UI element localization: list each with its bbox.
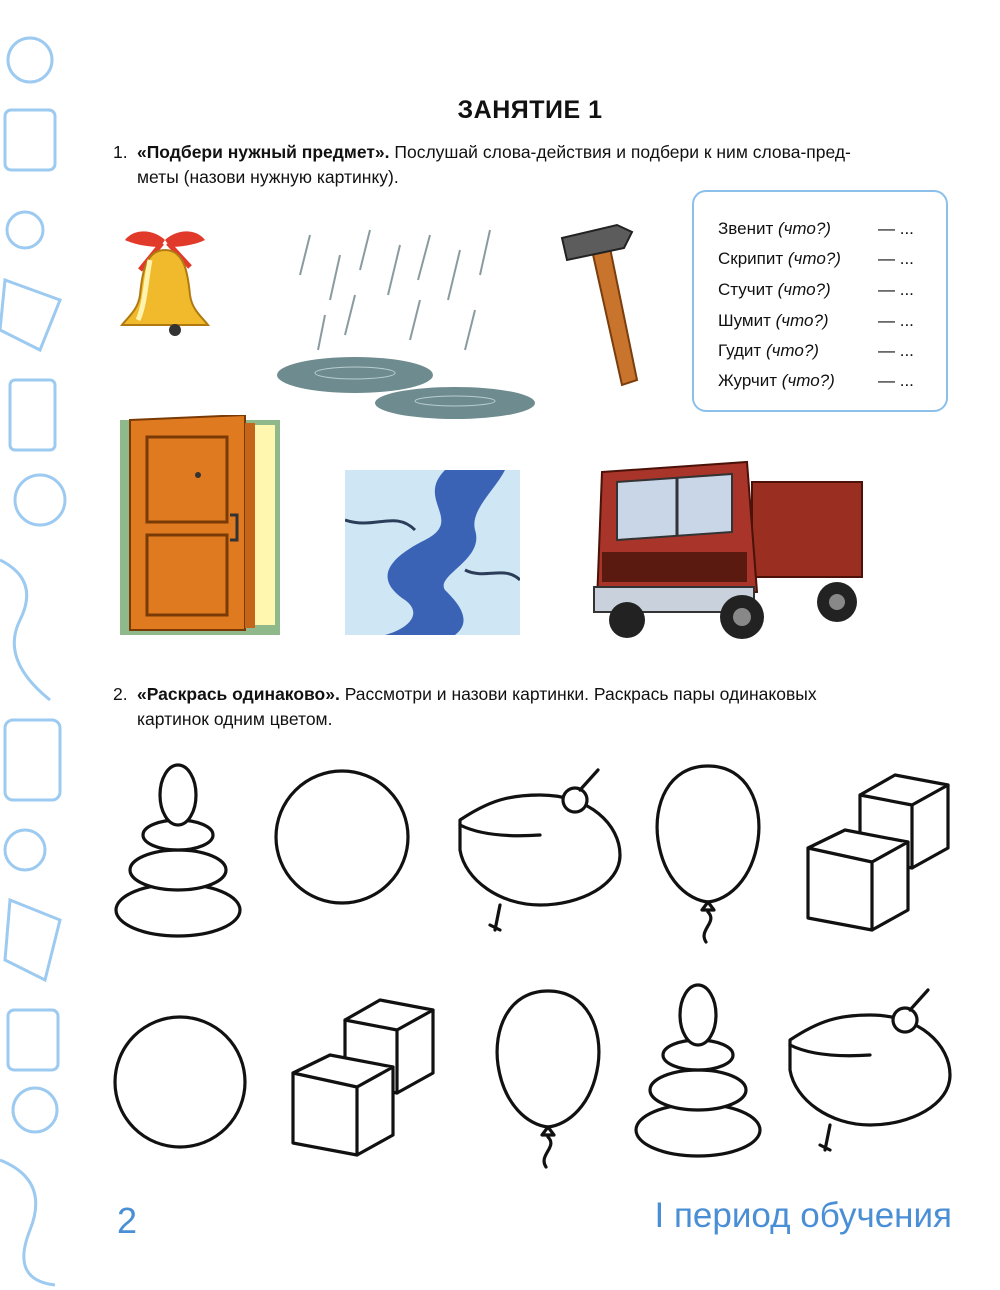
question-verb: Стучит (718, 280, 773, 299)
task1-text-cont: меты (назови нужную картинку). (137, 167, 399, 187)
balloon-outline (488, 985, 608, 1170)
cubes-outline (800, 770, 960, 935)
hammer-picture (552, 220, 652, 395)
task2-text-cont: картинок одним цветом. (137, 709, 333, 729)
question-row (718, 308, 914, 334)
question-row (718, 216, 914, 242)
bell-picture (110, 225, 220, 340)
pyramid-outline (630, 980, 770, 1160)
question-row (718, 368, 914, 394)
stream-picture (345, 470, 520, 635)
page-number: 2 (117, 1200, 138, 1241)
question-verb: Скрипит (718, 249, 784, 268)
rain-puddles-picture (270, 225, 540, 420)
door-picture (115, 415, 290, 640)
section-title: I период обучения (654, 1196, 952, 1235)
task2-text: Рассмотри и назови картинки. Раскрась пары одинаковых (344, 684, 817, 704)
question-row (718, 277, 914, 303)
question-answer-blank: — ... (878, 219, 914, 238)
truck-picture (582, 452, 867, 647)
ball-outline (110, 1010, 255, 1155)
question-verb: Шумит (718, 311, 771, 330)
question-word: (что?) (777, 219, 831, 238)
question-row (718, 338, 914, 364)
question-verb: Гудит (718, 341, 762, 360)
task1-number: 1. (113, 142, 128, 162)
question-row (718, 246, 914, 272)
question-word: (что?) (777, 280, 831, 299)
ball-outline (270, 765, 415, 910)
question-answer-blank: — ... (878, 249, 914, 268)
margin-decoration (0, 0, 75, 1290)
task1-name: «Подбери нужный предмет». (137, 142, 390, 162)
cubes-outline (285, 995, 445, 1160)
spinning-top-outline (780, 985, 960, 1160)
lesson-title: ЗАНЯТИЕ 1 (457, 96, 603, 124)
task1-text: Послушай слова-действия и подбери к ним слова-пред- (394, 142, 851, 162)
task2-name: «Раскрась одинаково». (137, 684, 340, 704)
question-verb: Звенит (718, 219, 774, 238)
pyramid-outline (110, 760, 250, 940)
task2-instruction (113, 682, 953, 732)
task2-number: 2. (113, 684, 128, 704)
question-answer-blank: — ... (878, 311, 914, 330)
question-word: (что?) (781, 371, 835, 390)
question-answer-blank: — ... (878, 371, 914, 390)
balloon-outline (648, 760, 768, 945)
question-word: (что?) (787, 249, 841, 268)
task1-instruction (113, 140, 953, 190)
spinning-top-outline (450, 765, 630, 940)
question-word: (что?) (765, 341, 819, 360)
question-verb: Журчит (718, 371, 778, 390)
question-answer-blank: — ... (878, 280, 914, 299)
questions-frame (692, 190, 948, 412)
question-word: (что?) (775, 311, 829, 330)
question-answer-blank: — ... (878, 341, 914, 360)
